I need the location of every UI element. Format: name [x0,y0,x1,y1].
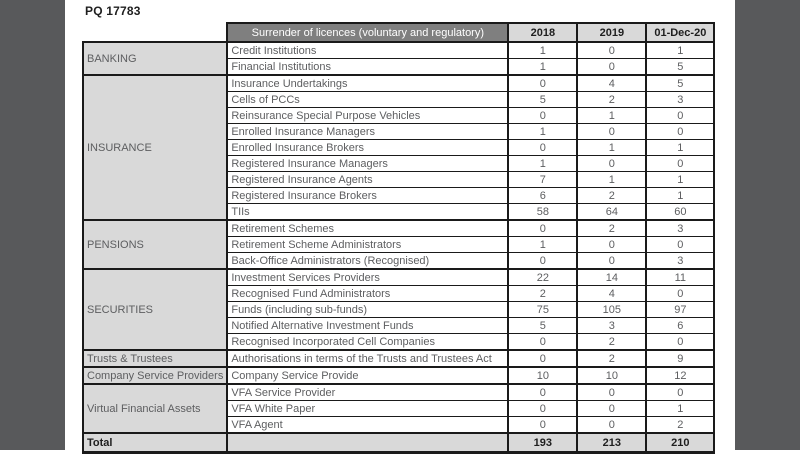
total-value-cell-0: 193 [508,433,577,453]
value-cell-1: 0 [577,156,646,172]
value-cell-1: 0 [577,384,646,401]
row-label-cell: Notified Alternative Investment Funds [227,318,508,334]
row-label-cell: Company Service Provide [227,367,508,384]
value-cell-2: 0 [646,108,714,124]
row-label-cell: Authorisations in terms of the Trusts and Trustees Act [227,350,508,367]
value-cell-2: 0 [646,237,714,253]
total-value-cell-2: 210 [646,433,714,453]
left-dark-panel [0,0,65,450]
value-cell-0: 7 [508,172,577,188]
header-year-1: 2019 [577,23,646,42]
value-cell-2: 5 [646,59,714,76]
value-cell-2: 1 [646,42,714,59]
table-body [83,42,714,453]
value-cell-2: 97 [646,302,714,318]
value-cell-0: 2 [508,286,577,302]
licence-surrenders-table [82,22,715,454]
value-cell-2: 1 [646,188,714,204]
value-cell-1: 4 [577,75,646,92]
header-corner-cell [83,23,227,42]
value-cell-0: 1 [508,59,577,76]
value-cell-1: 2 [577,92,646,108]
table-header [83,23,714,42]
category-cell: Company Service Providers [83,367,227,384]
value-cell-1: 0 [577,417,646,434]
value-cell-1: 2 [577,334,646,351]
value-cell-1: 4 [577,286,646,302]
row-label-cell: Registered Insurance Agents [227,172,508,188]
value-cell-2: 0 [646,124,714,140]
value-cell-0: 1 [508,156,577,172]
table-caption: Surrender of licences (voluntary and regulatory) [227,23,508,42]
value-cell-2: 1 [646,140,714,156]
row-label-cell: VFA Agent [227,417,508,434]
value-cell-0: 0 [508,75,577,92]
table-row [83,350,714,367]
total-label-cell: Total [83,433,227,453]
value-cell-0: 1 [508,124,577,140]
row-label-cell: Recognised Incorporated Cell Companies [227,334,508,351]
value-cell-0: 22 [508,269,577,286]
value-cell-1: 0 [577,42,646,59]
row-label-cell: Retirement Schemes [227,220,508,237]
value-cell-1: 0 [577,59,646,76]
value-cell-0: 1 [508,237,577,253]
value-cell-0: 0 [508,401,577,417]
value-cell-0: 58 [508,204,577,221]
row-label-cell: Registered Insurance Managers [227,156,508,172]
value-cell-0: 0 [508,253,577,270]
value-cell-1: 10 [577,367,646,384]
value-cell-1: 105 [577,302,646,318]
value-cell-0: 5 [508,92,577,108]
value-cell-1: 2 [577,188,646,204]
row-label-cell: Cells of PCCs [227,92,508,108]
value-cell-2: 5 [646,75,714,92]
value-cell-1: 3 [577,318,646,334]
row-label-cell: Recognised Fund Administrators [227,286,508,302]
value-cell-1: 1 [577,140,646,156]
value-cell-2: 60 [646,204,714,221]
value-cell-1: 64 [577,204,646,221]
category-cell: PENSIONS [83,220,227,269]
table-row [83,75,714,92]
page-title: PQ 17783 [85,4,141,18]
value-cell-0: 0 [508,108,577,124]
value-cell-1: 0 [577,124,646,140]
header-year-2: 01-Dec-20 [646,23,714,42]
value-cell-1: 0 [577,401,646,417]
value-cell-2: 11 [646,269,714,286]
value-cell-0: 0 [508,220,577,237]
licence-table-container [82,22,715,454]
row-label-cell: Enrolled Insurance Managers [227,124,508,140]
value-cell-2: 1 [646,401,714,417]
value-cell-0: 0 [508,334,577,351]
value-cell-0: 1 [508,42,577,59]
value-cell-2: 6 [646,318,714,334]
row-label-cell: Credit Institutions [227,42,508,59]
table-row [83,269,714,286]
value-cell-1: 1 [577,108,646,124]
value-cell-2: 3 [646,253,714,270]
row-label-cell: Reinsurance Special Purpose Vehicles [227,108,508,124]
total-value-cell-1: 213 [577,433,646,453]
value-cell-2: 2 [646,417,714,434]
row-label-cell: Retirement Scheme Administrators [227,237,508,253]
value-cell-2: 1 [646,172,714,188]
header-year-0: 2018 [508,23,577,42]
value-cell-1: 14 [577,269,646,286]
header-row [83,23,714,42]
row-label-cell: TIIs [227,204,508,221]
value-cell-2: 0 [646,384,714,401]
row-label-cell: Funds (including sub-funds) [227,302,508,318]
table-row [83,367,714,384]
row-label-cell: VFA Service Provider [227,384,508,401]
category-cell: Virtual Financial Assets [83,384,227,433]
value-cell-1: 1 [577,172,646,188]
value-cell-0: 10 [508,367,577,384]
value-cell-1: 0 [577,237,646,253]
category-cell: Trusts & Trustees [83,350,227,367]
value-cell-2: 3 [646,220,714,237]
row-label-cell: Financial Institutions [227,59,508,76]
value-cell-2: 3 [646,92,714,108]
value-cell-2: 0 [646,334,714,351]
value-cell-2: 12 [646,367,714,384]
row-label-cell: Investment Services Providers [227,269,508,286]
table-row [83,220,714,237]
row-label-cell: Back-Office Administrators (Recognised) [227,253,508,270]
value-cell-0: 0 [508,384,577,401]
value-cell-1: 2 [577,220,646,237]
value-cell-0: 0 [508,140,577,156]
value-cell-0: 75 [508,302,577,318]
value-cell-1: 2 [577,350,646,367]
value-cell-0: 5 [508,318,577,334]
right-dark-panel [735,0,800,450]
value-cell-0: 6 [508,188,577,204]
table-row [83,384,714,401]
row-label-cell: VFA White Paper [227,401,508,417]
category-cell: INSURANCE [83,75,227,220]
value-cell-2: 0 [646,156,714,172]
value-cell-0: 0 [508,350,577,367]
row-label-cell: Insurance Undertakings [227,75,508,92]
value-cell-2: 0 [646,286,714,302]
value-cell-1: 0 [577,253,646,270]
row-label-cell: Enrolled Insurance Brokers [227,140,508,156]
table-row [83,42,714,59]
value-cell-0: 0 [508,417,577,434]
category-cell: SECURITIES [83,269,227,350]
value-cell-2: 9 [646,350,714,367]
row-label-cell: Registered Insurance Brokers [227,188,508,204]
category-cell: BANKING [83,42,227,75]
